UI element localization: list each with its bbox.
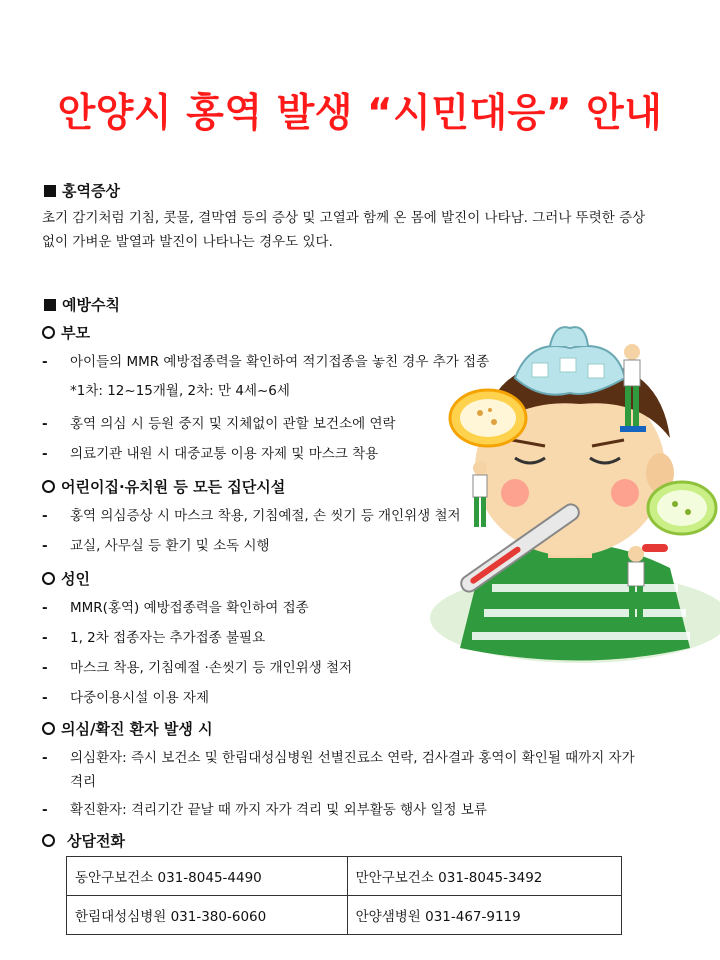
list-item <box>42 412 396 436</box>
adults-subheading <box>42 568 90 589</box>
dash-bullet: - <box>42 630 48 646</box>
square-bullet-icon <box>44 185 56 197</box>
symptoms-text-line: 없이 가벼운 발열과 발진이 나타나는 경우도 있다. <box>42 234 333 250</box>
circle-bullet-icon <box>42 572 55 585</box>
list-item <box>42 442 378 466</box>
dash-bullet: - <box>42 600 48 616</box>
list-item-text-line: 격리 <box>70 774 97 790</box>
dash-bullet: - <box>42 750 48 766</box>
dash-bullet: - <box>42 538 48 554</box>
contacts-subheading <box>42 830 125 851</box>
table-row <box>67 896 622 935</box>
list-item <box>42 798 487 822</box>
list-item <box>42 596 309 620</box>
dash-bullet: - <box>42 416 48 432</box>
contacts-label: 상담전화 <box>67 832 125 850</box>
list-item <box>42 746 714 794</box>
list-item-text: 확진환자: 격리기간 끝날 때 까지 자가 격리 및 외부활동 행사 일정 보류 <box>70 802 487 818</box>
circle-bullet-icon <box>42 480 55 493</box>
circle-bullet-icon <box>42 722 55 735</box>
parents-label: 부모 <box>61 324 90 342</box>
square-bullet-icon <box>44 299 56 311</box>
contacts-table <box>66 856 622 935</box>
list-item-text: 아이들의 MMR 예방접종력을 확인하여 적기접종을 놓친 경우 추가 접종 <box>70 354 490 370</box>
facilities-label: 어린이집·유치원 등 모든 집단시설 <box>61 478 286 496</box>
page-title: 안양시 홍역 발생 “시민대응” 안내 <box>57 91 663 136</box>
prevention-heading-label: 예방수칙 <box>62 296 120 314</box>
table-cell: 만안구보건소 031-8045-3492 <box>347 857 621 896</box>
list-item-text: 다중이용시설 이용 자제 <box>70 690 209 706</box>
list-item <box>42 504 461 528</box>
list-item-text: 1, 2차 접종자는 추가접종 불필요 <box>70 630 266 646</box>
list-item-text: 교실, 사무실 등 환기 및 소독 시행 <box>70 538 270 554</box>
list-item <box>42 686 209 710</box>
list-item-text: 홍역 의심 시 등원 중지 및 지체없이 관할 보건소에 연락 <box>70 416 396 432</box>
list-item-text-line: 의심환자: 즉시 보건소 및 한림대성심병원 선별진료소 연락, 검사결과 홍역이 확인될 때까지 자가 <box>70 750 635 766</box>
dash-bullet: - <box>42 508 48 524</box>
dash-bullet: - <box>42 802 48 818</box>
table-cell: 동안구보건소 031-8045-4490 <box>67 857 348 896</box>
symptoms-text <box>42 206 712 254</box>
list-item-text: 의료기관 내원 시 대중교통 이용 자제 및 마스크 착용 <box>70 446 379 462</box>
table-row <box>67 857 622 896</box>
list-item-text: MMR(홍역) 예방접종력을 확인하여 접종 <box>70 600 309 616</box>
parents-subheading <box>42 322 90 343</box>
list-item-text: 홍역 의심증상 시 마스크 착용, 기침예절, 손 씻기 등 개인위생 철저 <box>70 508 461 524</box>
table-cell: 안양샘병원 031-467-9119 <box>347 896 621 935</box>
symptoms-text-line: 초기 감기처럼 기침, 콧물, 결막염 등의 증상 및 고열과 함께 온 몸에 발진이 나타남. 그러나 뚜렷한 증상 <box>42 210 646 226</box>
adults-label: 성인 <box>61 570 90 588</box>
symptoms-heading <box>44 180 120 201</box>
symptoms-heading-label: 홍역증상 <box>62 182 120 200</box>
table-cell: 한림대성심병원 031-380-6060 <box>67 896 348 935</box>
facilities-subheading <box>42 476 285 497</box>
circle-bullet-icon <box>42 326 55 339</box>
dash-bullet: - <box>42 690 48 706</box>
list-item-text <box>70 746 635 794</box>
dash-bullet: - <box>42 446 48 462</box>
list-item <box>42 534 270 558</box>
circle-bullet-icon <box>42 834 55 847</box>
list-item-text: *1차: 12~15개월, 2차: 만 4세~6세 <box>70 383 290 399</box>
patients-label: 의심/확진 환자 발생 시 <box>61 720 213 738</box>
list-item-text: 마스크 착용, 기침예절 ·손씻기 등 개인위생 철저 <box>70 660 353 676</box>
sick-child-illustration <box>420 318 720 678</box>
vaccination-schedule-note <box>70 379 290 403</box>
dash-bullet: - <box>42 660 48 676</box>
prevention-heading <box>44 294 120 315</box>
list-item <box>42 656 352 680</box>
patients-subheading <box>42 718 213 739</box>
list-item <box>42 626 265 650</box>
dash-bullet: - <box>42 354 48 370</box>
